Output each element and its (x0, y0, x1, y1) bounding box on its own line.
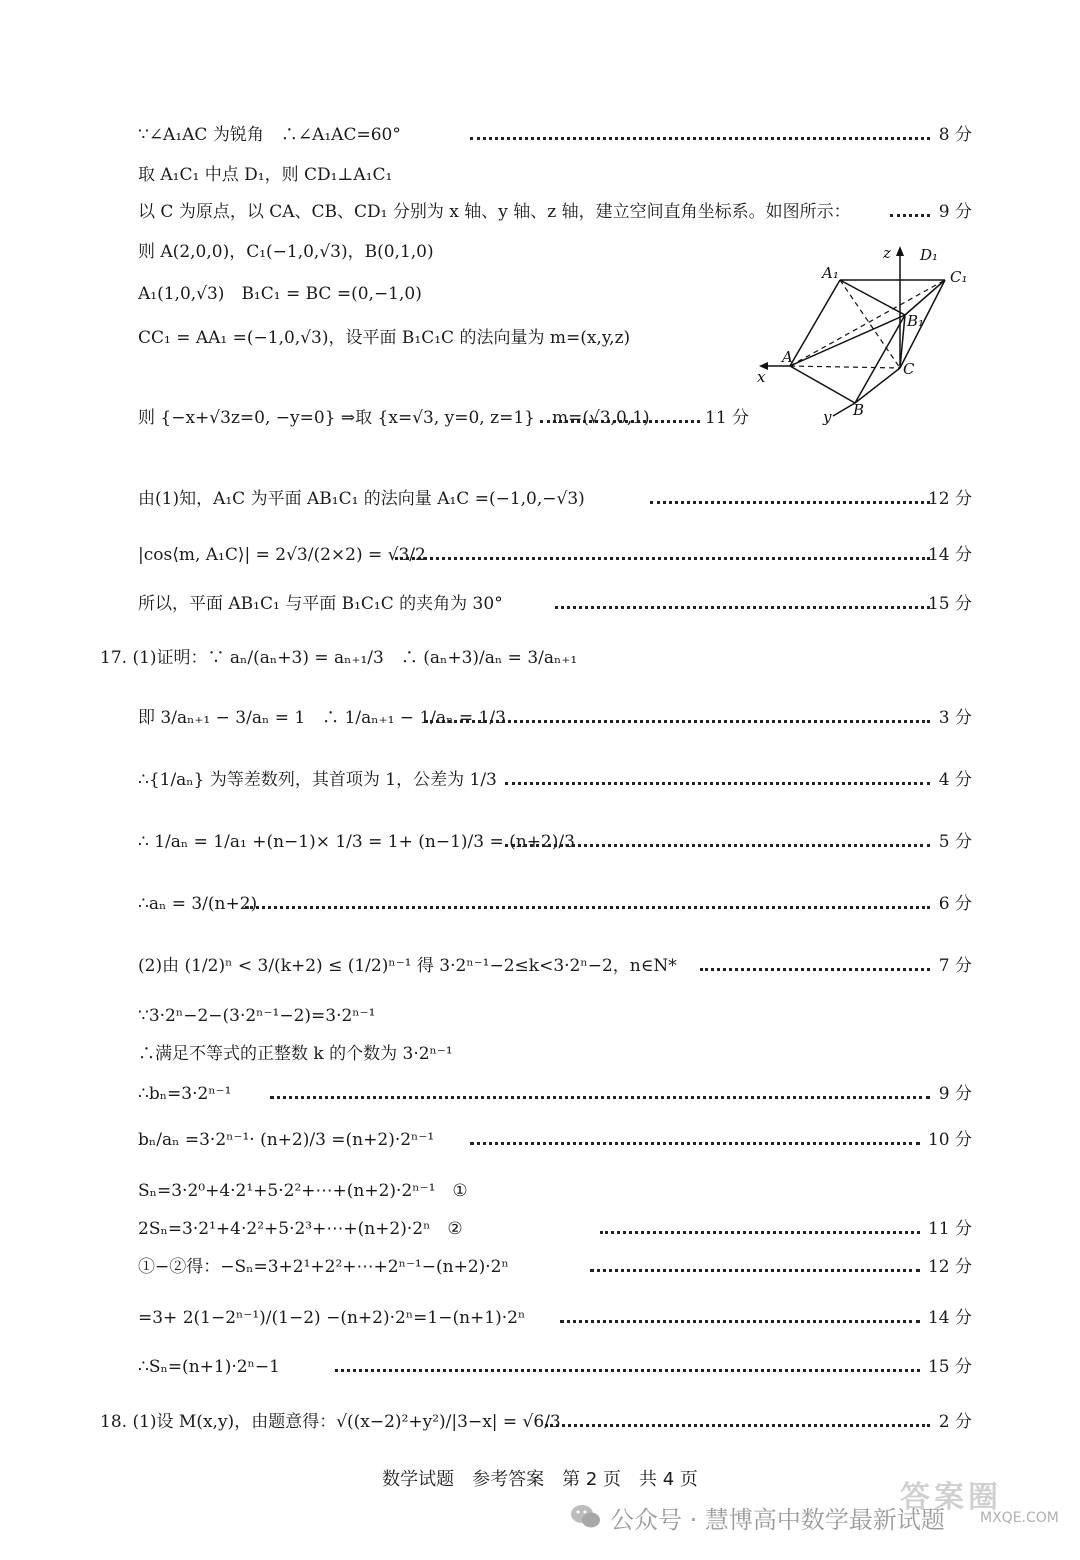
line-text: 即 3/aₙ₊₁ − 3/aₙ = 1 ∴ 1/aₙ₊₁ − 1/aₙ = 1/3 (138, 708, 506, 728)
score-points: 2 分 (938, 1412, 972, 1432)
leader-dots (560, 1320, 920, 1323)
answer-line (0, 155, 1080, 195)
label-c1: C₁ (950, 268, 968, 286)
wechat-icon (570, 1503, 602, 1531)
label-a: A (782, 348, 793, 366)
label-d1: D₁ (920, 246, 939, 264)
line-text: 取 A₁C₁ 中点 D₁，则 CD₁⊥A₁C₁ (138, 165, 393, 185)
score-points: 4 分 (938, 770, 972, 790)
line-text: |cos⟨m, A₁C⟩| = 2√3/(2×2) = √3/2 (138, 545, 426, 565)
line-text: 18. (1)设 M(x,y)，由题意得：√((x−2)²+y²)/|3−x| = √6/3 (100, 1412, 561, 1432)
label-z: z (883, 244, 891, 262)
line-text: ∴aₙ = 3/(n+2) (138, 894, 258, 914)
leader-dots (590, 1269, 920, 1272)
leader-dots (395, 557, 930, 560)
watermark-text: 公众号 · 慧博高中数学最新试题 (610, 1506, 945, 1534)
line-text: ∴ 1/aₙ = 1/a₁ +(n−1)× 1/3 = 1+ (n−1)/3 = (n+2)/3 (138, 832, 575, 852)
score-points: 10 分 (927, 1130, 972, 1150)
line-text: (2)由 (1/2)ⁿ < 3/(k+2) ≤ (1/2)ⁿ⁻¹ 得 3·2ⁿ⁻¹−2≤k<3·2ⁿ−2，n∈N* (138, 956, 677, 976)
score-points: 14 分 (927, 1308, 972, 1328)
line-text: ∴bₙ=3·2ⁿ⁻¹ (138, 1084, 232, 1104)
answer-line (0, 884, 1080, 924)
leader-dots (505, 844, 930, 847)
score-points: 8 分 (938, 125, 972, 145)
leader-dots (245, 906, 930, 909)
line-text: 则 {−x+√3z=0, −y=0} ⇒取 {x=√3, y=0, z=1} m=(√3,0,1) (138, 408, 650, 428)
label-b1: B₁ (907, 312, 925, 330)
score-points: 9 分 (938, 1084, 972, 1104)
answer-line (0, 479, 1080, 519)
score-points: 11 分 (927, 1219, 972, 1239)
watermark-badge: 答案圈 (900, 1480, 1002, 1515)
answer-line (0, 698, 1080, 738)
line-text: ∵3·2ⁿ−2−(3·2ⁿ⁻¹−2)=3·2ⁿ⁻¹ (138, 1006, 376, 1026)
answer-line (0, 822, 1080, 862)
score-points: 6 分 (938, 894, 972, 914)
label-a1: A₁ (822, 264, 839, 282)
leader-dots (555, 606, 930, 609)
leader-dots (545, 1424, 930, 1427)
leader-dots (650, 501, 930, 504)
score-points: 15 分 (927, 1357, 972, 1377)
line-text: ∵∠A₁AC 为锐角 ∴∠A₁AC=60° (138, 125, 401, 145)
score-points: 15 分 (927, 594, 972, 614)
leader-dots (470, 1142, 920, 1145)
answer-line (0, 760, 1080, 800)
line-text: ∴Sₙ=(n+1)·2ⁿ−1 (138, 1357, 280, 1377)
label-b: B (853, 401, 865, 419)
watermark-site: MXQE.COM (980, 1510, 1059, 1526)
score-points: 12 分 (927, 1257, 972, 1277)
answer-line (0, 946, 1080, 986)
line-text: bₙ/aₙ =3·2ⁿ⁻¹· (n+2)/3 =(n+2)·2ⁿ⁻¹ (138, 1130, 435, 1150)
leader-dots (540, 420, 700, 423)
score-points: 11 分 (705, 408, 750, 428)
answer-line (0, 1347, 1080, 1387)
leader-dots (700, 968, 930, 971)
score-points: 12 分 (927, 489, 972, 509)
answer-line (0, 638, 1080, 678)
label-x: x (757, 368, 766, 386)
line-text: 以 C 为原点，以 CA、CB、CD₁ 分别为 x 轴、y 轴、z 轴，建立空间直角坐标系。如图所示： (138, 202, 851, 222)
score-points: 14 分 (927, 545, 972, 565)
answer-line (0, 192, 1080, 232)
answer-line (0, 1298, 1080, 1338)
leader-dots (890, 214, 930, 217)
leader-dots (425, 720, 930, 723)
score-points: 3 分 (938, 708, 972, 728)
geometry-figure (755, 240, 975, 430)
answer-line (0, 1171, 1080, 1211)
answer-line (0, 1120, 1080, 1160)
line-text: 2Sₙ=3·2¹+4·2²+5·2³+⋯+(n+2)·2ⁿ ② (138, 1219, 463, 1239)
answer-line (0, 1402, 1080, 1442)
answer-line (0, 1209, 1080, 1249)
leader-dots (270, 1096, 930, 1099)
leader-dots (505, 782, 930, 785)
answer-line (0, 1034, 1080, 1074)
line-text: ①−②得：−Sₙ=3+2¹+2²+⋯+2ⁿ⁻¹−(n+2)·2ⁿ (138, 1257, 509, 1277)
answer-line (0, 115, 1080, 155)
leader-dots (470, 137, 930, 140)
line-text: =3+ 2(1−2ⁿ⁻¹)/(1−2) −(n+2)·2ⁿ=1−(n+1)·2ⁿ (138, 1308, 526, 1328)
score-points: 5 分 (938, 832, 972, 852)
answer-line (0, 996, 1080, 1036)
answer-line (0, 1074, 1080, 1114)
line-text: 由(1)知，A₁C 为平面 AB₁C₁ 的法向量 A₁C =(−1,0,−√3) (138, 489, 585, 509)
y-axis (833, 403, 855, 416)
leader-dots (600, 1231, 920, 1234)
page-footer: 数学试题 参考答案 第 2 页 共 4 页 (382, 1469, 698, 1490)
line-text: 17. (1)证明：∵ aₙ/(aₙ+3) = aₙ₊₁/3 ∴ (aₙ+3)/aₙ = 3/aₙ₊₁ (100, 648, 578, 668)
line-text: 所以，平面 AB₁C₁ 与平面 B₁C₁C 的夹角为 30° (138, 594, 503, 614)
label-y: y (823, 408, 832, 426)
answer-line (0, 535, 1080, 575)
line-text: ∴满足不等式的正整数 k 的个数为 3·2ⁿ⁻¹ (138, 1044, 453, 1064)
answer-line (0, 584, 1080, 624)
line-text: Sₙ=3·2⁰+4·2¹+5·2²+⋯+(n+2)·2ⁿ⁻¹ ① (138, 1181, 468, 1201)
line-text: ∴{1/aₙ} 为等差数列，其首项为 1，公差为 1/3 (138, 770, 497, 790)
line-text: A₁(1,0,√3) B₁C₁ = BC =(0,−1,0) (138, 284, 422, 304)
answer-line (0, 1247, 1080, 1287)
label-c: C (903, 360, 915, 378)
score-points: 7 分 (938, 956, 972, 976)
leader-dots (335, 1369, 920, 1372)
line-text: 则 A(2,0,0)，C₁(−1,0,√3)，B(0,1,0) (138, 242, 434, 262)
score-points: 9 分 (938, 202, 972, 222)
line-text: CC₁ = AA₁ =(−1,0,√3)，设平面 B₁C₁C 的法向量为 m=(x,y,z) (138, 328, 631, 348)
